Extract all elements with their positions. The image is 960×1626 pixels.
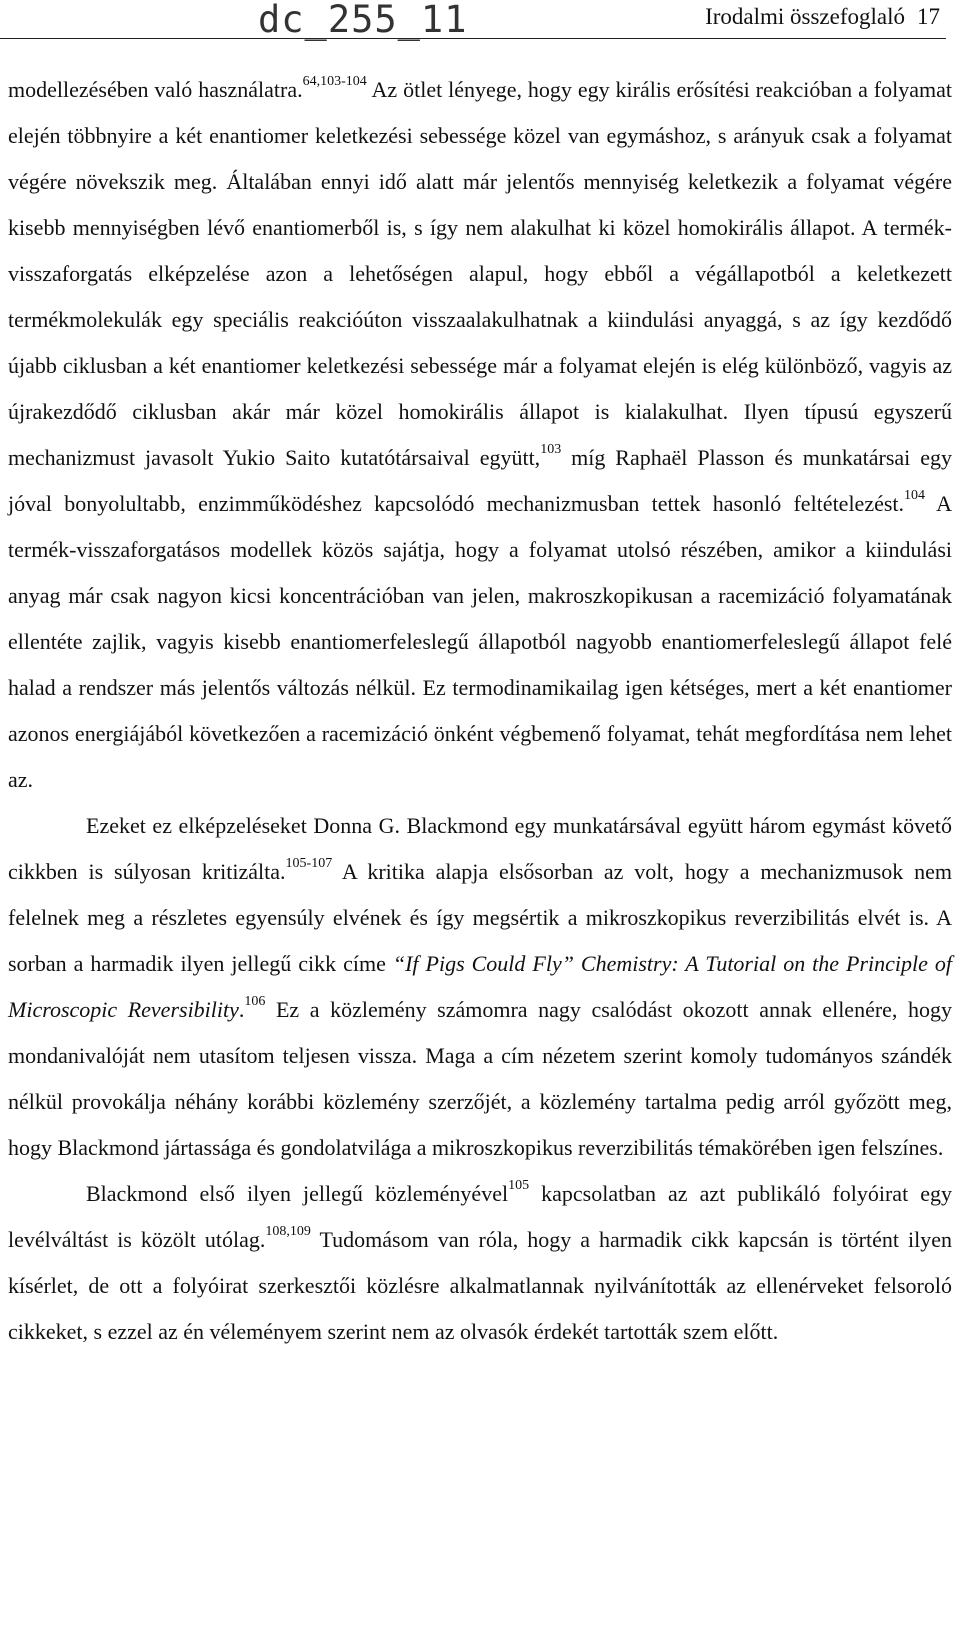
text: Blackmond első ilyen jellegű közleményével: [86, 1181, 509, 1206]
text: Ezeket ez elképzeléseket Donna G. Blackmond egy munkatársával együtt három egymást követő cikkben is súlyosan kritizálta.: [8, 813, 952, 884]
text: míg Raphaël Plasson és munkatársai egy jóval bonyolultabb, enzimműködéshez kapcsolódó mechanizmusban tettek hasonló feltételezést.: [8, 445, 952, 516]
citation: 105-107: [285, 856, 333, 871]
page-header: [0, 0, 946, 39]
running-title: Irodalmi összefoglaló: [705, 4, 905, 29]
citation: 103: [540, 442, 562, 457]
citation: 105: [508, 1178, 530, 1193]
text: kapcsolatban az azt publikáló folyóirat egy levélváltást is közölt utólag.: [8, 1181, 952, 1252]
text: modellezésében való használatra.: [8, 77, 303, 102]
text: Ez a közlemény számomra nagy csalódást okozott annak ellenére, hogy mondanivalóját nem utasítom teljesen vissza. Maga a cím nézetem szerint komoly tudományos szándék nélkül provokálja néhány korábbi közlemény szerzőjét, a közlemény tartalma pedig arról győzött meg, hogy Blackmond jártassága és gondolatvilága a mikroszkopikus reverzibilitás témakörében igen felszínes.: [8, 997, 952, 1160]
citation: 104: [904, 488, 926, 503]
page-number: 17: [917, 4, 940, 29]
text: Az ötlet lényege, hogy egy királis erősítési reakcióban a folyamat elején többnyire a két enantiomer keletkezési sebessége közel van egymáshoz, s arányuk csak a folyamat végére növekszik meg. Általában ennyi idő alatt már jelentős mennyiség keletkezik a folyamat végére kisebb mennyiségben lévő enantiomerből is, s így nem alakulhat ki közel homokirális állapot. A termék-visszaforgatás elképzelése azon a lehetőségen alapul, hogy ebből a végállapotból a keletkezett termékmolekulák egy speciális reakcióúton visszaalakulhatnak a kiindulási anyaggá, s az így kezdődő újabb ciklusban a két enantiomer keletkezési sebessége már a folyamat elején is elég különböző, vagyis az újrakezdődő ciklusban akár már közel homokirális állapot is kialakulhat. Ilyen típusú egyszerű mechanizmust javasolt Yukio Saito kutatótársaival együtt,: [8, 77, 952, 470]
running-head: [705, 2, 940, 32]
text: .: [238, 997, 245, 1022]
paragraph-1: [8, 67, 952, 803]
body-text: [8, 67, 952, 1355]
cited-article-title: “If Pigs Could Fly” Chemistry: A Tutorial on the Principle of Microscopic Reversibility: [8, 951, 953, 1022]
text: Tudomásom van róla, hogy a harmadik cikk kapcsán is történt ilyen kísérlet, de ott a folyóirat szerkesztői közlésre alkalmatlannak nyilvánították az ellenérveket felsoroló cikkeket, s ezzel az én véleményem szerint nem az olvasók érdekét tartották szem előtt.: [8, 1227, 952, 1344]
text: A termék-visszaforgatásos modellek közös sajátja, hogy a folyamat utolsó részében, amikor a kiindulási anyag már csak nagyon kicsi koncentrációban van jelen, makroszkopikusan a racemizáció folyamatának ellentéte zajlik, vagyis kisebb enantiomerfeleslegű állapotból nagyobb enantiomerfeleslegű állapot felé halad a rendszer más jelentős változás nélkül. Ez termodinamikailag igen kétséges, mert a két enantiomer azonos energiájából következően a racemizáció önként végbemenő folyamat, tehát megfordítása nem lehet az.: [8, 491, 952, 792]
citation: 108,109: [265, 1224, 311, 1239]
text: A kritika alapja elsősorban az volt, hogy a mechanizmusok nem felelnek meg a részletes egyensúly elvének és így megsértik a mikroszkopikus reverzibilitás elvét is. A sorban a harmadik ilyen jellegű cikk címe: [8, 859, 952, 976]
citation: 106: [244, 994, 266, 1009]
paragraph-3: [8, 1171, 952, 1355]
document-id-watermark: dc_255_11: [258, 0, 468, 41]
paragraph-2: [8, 803, 952, 1171]
citation: 64,103-104: [302, 74, 367, 89]
